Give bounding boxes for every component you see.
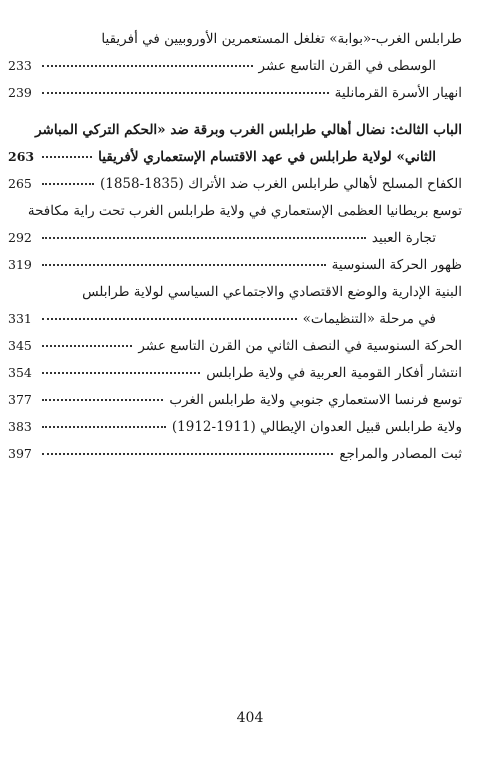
toc-entry-title: الحركة السنوسية في النصف الثاني من القرن التاسع عشر (138, 338, 462, 354)
dot-leader (42, 399, 163, 401)
table-of-contents (8, 30, 462, 472)
toc-entry[interactable] (8, 229, 462, 247)
toc-page-number: 319 (8, 257, 32, 272)
toc-entry[interactable] (8, 364, 462, 382)
toc-entry-title: الباب الثالث: نضال أهالي طرابلس الغرب وبرقة ضد «الحكم التركي المباشر (35, 122, 462, 138)
toc-entry-title: انهيار الأسرة القرمانلية (334, 85, 462, 101)
toc-entry[interactable] (8, 256, 462, 274)
toc-page-number: 265 (8, 176, 32, 191)
dot-leader (42, 426, 166, 428)
toc-entry-title: ولاية طرابلس قبيل العدوان الإيطالي (1911-1912) (171, 419, 462, 435)
toc-chapter-heading[interactable] (8, 148, 462, 166)
toc-entry-title: انتشار أفكار القومية العربية في ولاية طرابلس (206, 365, 462, 381)
toc-entry-title: توسع فرنسا الاستعماري جنوبي ولاية طرابلس الغرب (169, 392, 462, 408)
toc-page-number: 345 (8, 338, 32, 353)
toc-entry-title: في مرحلة «التنظيمات» (302, 311, 436, 327)
toc-entry-title: الوسطى في القرن التاسع عشر (258, 58, 436, 74)
toc-page-number: 397 (8, 446, 32, 461)
toc-chapter-heading[interactable] (8, 121, 462, 139)
dot-leader (42, 345, 132, 347)
toc-entry-title: ظهور الحركة السنوسية (331, 257, 462, 273)
toc-page-number: 263 (8, 149, 35, 164)
dot-leader (42, 156, 92, 158)
dot-leader (42, 237, 366, 239)
page-folio-number: 404 (236, 710, 264, 726)
dot-leader (42, 318, 297, 320)
dot-leader (42, 65, 253, 67)
toc-entry[interactable] (8, 310, 462, 328)
toc-entry[interactable] (8, 175, 462, 193)
toc-page-number: 292 (8, 230, 32, 245)
toc-entry-title: البنية الإدارية والوضع الاقتصادي والاجتماعي السياسي لولاية طرابلس (82, 284, 462, 300)
toc-page-number: 239 (8, 85, 32, 100)
dot-leader (42, 264, 326, 266)
dot-leader (42, 372, 200, 374)
toc-page-number: 377 (8, 392, 32, 407)
dot-leader (42, 92, 329, 94)
toc-entry[interactable] (8, 337, 462, 355)
toc-page-number: 354 (8, 365, 32, 380)
toc-entry[interactable] (8, 30, 462, 48)
section-gap (8, 111, 462, 121)
toc-entry-title: طرابلس الغرب-«بوابة» تغلغل المستعمرين الأوروبيين في أفريقيا (101, 31, 462, 47)
dot-leader (42, 453, 333, 455)
toc-entry[interactable] (8, 418, 462, 436)
toc-entry[interactable] (8, 283, 462, 301)
toc-entry-title: الثاني» لولاية طرابلس في عهد الاقتسام الإستعماري لأفريقيا (98, 149, 436, 165)
dot-leader (42, 183, 94, 185)
toc-entry[interactable] (8, 202, 462, 220)
toc-entry[interactable] (8, 84, 462, 102)
toc-entry[interactable] (8, 445, 462, 463)
toc-page-number: 383 (8, 419, 32, 434)
toc-page-number: 331 (8, 311, 32, 326)
toc-entry[interactable] (8, 391, 462, 409)
toc-page-number: 233 (8, 58, 32, 73)
toc-entry-title: الكفاح المسلح لأهالي طرابلس الغرب ضد الأتراك (1835-1858) (99, 176, 462, 192)
toc-entry-title: تجارة العبيد (371, 230, 436, 246)
toc-entry-title: ثبت المصادر والمراجع (339, 446, 462, 462)
toc-entry-title: توسع بريطانيا العظمى الإستعماري في ولاية طرابلس الغرب تحت راية مكافحة (27, 203, 462, 219)
toc-entry[interactable] (8, 57, 462, 75)
